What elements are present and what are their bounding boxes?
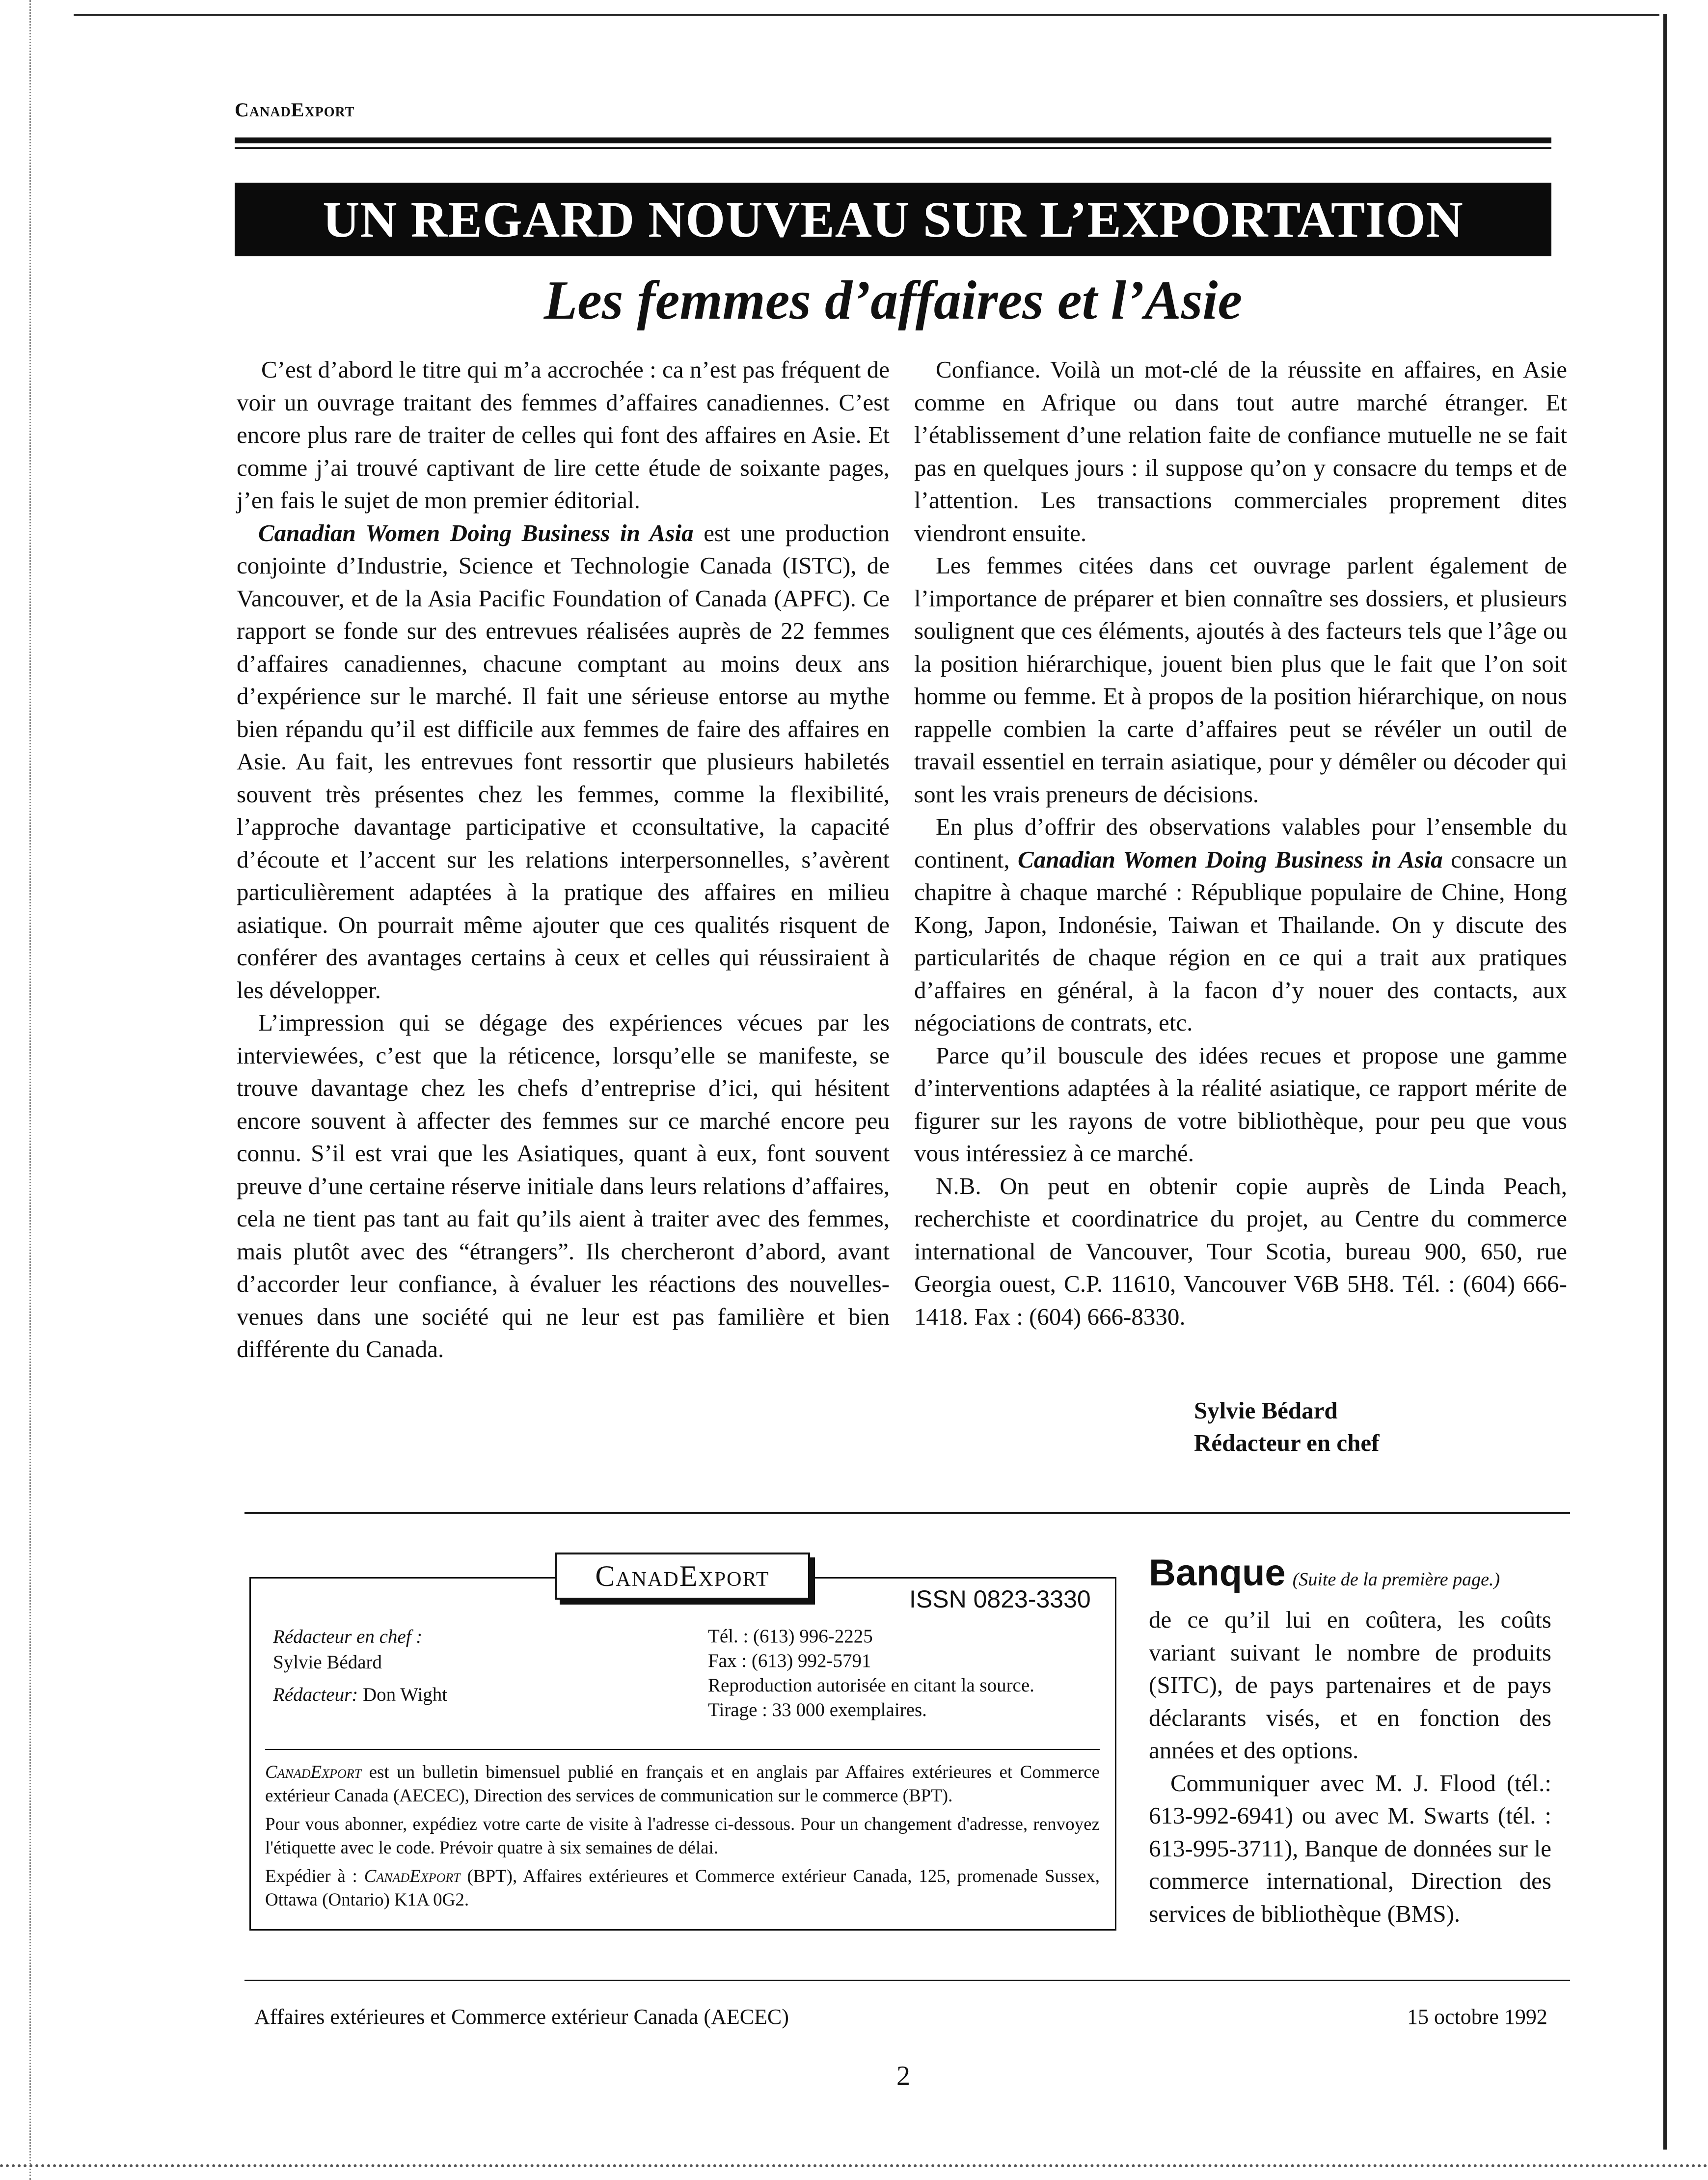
- banque-paragraph: Communiquer avec M. J. Flood (tél.: 613-992-6941) ou avec M. Swarts (tél. : 613-995-3711), Banque de données sur le commerce international, Direction des services de bibliothèque (BMS).: [1149, 1769, 1551, 1927]
- scan-edge-right: [1663, 14, 1667, 2150]
- footer-publisher: Affaires extérieures et Commerce extérieur Canada (AECEC): [254, 2005, 789, 2029]
- masthead-tel: Tél. : (613) 996-2225: [708, 1626, 873, 1647]
- masthead-info: [265, 1761, 1100, 1917]
- brand-name: CanadExport: [265, 1762, 362, 1782]
- article-paragraph: C’est d’abord le titre qui m’a accrochée : ca n’est pas fréquent de voir un ouvrage traitant des femmes d’affaires canadiennes. C’est encore plus rare de traiter de celles qui font des affaires en Asie. Et comme j’ai trouvé captivant de lire cette étude de soixante pages, j’en fais le sujet de mon premier éditorial.: [237, 356, 890, 514]
- masthead-editors: [273, 1624, 447, 1708]
- paragraph-text: est un bulletin bimensuel publié en français et en anglais par Affaires extérieures et Commerce extérieur Canada (AECEC), Direction des services de communication sur le commerce (BPT).: [265, 1762, 1100, 1806]
- masthead-tirage: Tirage : 33 000 exemplaires.: [708, 1699, 927, 1720]
- article-title: Les femmes d’affaires et l’Asie: [543, 270, 1243, 331]
- paragraph-text: Expédier à :: [265, 1866, 364, 1886]
- article-column-right: [914, 354, 1567, 1333]
- header-rule-thin: [235, 147, 1551, 149]
- editor-name: Don Wight: [363, 1684, 448, 1705]
- scan-edge-left: [29, 0, 31, 2180]
- masthead-paragraph: [265, 1865, 1100, 1912]
- editor-label: Rédacteur:: [273, 1684, 358, 1705]
- running-head: CanadExport: [235, 99, 355, 121]
- footer-date: 15 octobre 1992: [1407, 2005, 1547, 2029]
- article-paragraph: L’impression qui se dégage des expériences vécues par les interviewées, c’est que la réticence, lorsqu’elle se manifeste, se trouve davantage chez les chefs d’entreprise d’ici, qui hésitent encore souvent à affecter des femmes sur ce marché encore peu connu. S’il est vrai que les Asiatiques, quant à eux, font souvent preuve d’une certaine réserve initiale dans leurs relations d’affaires, cela ne tient pas tant au fait qu’ils aient à traiter avec des femmes, mais plutôt avec des “étrangers”. Ils chercheront d’abord, avant d’accorder leur confiance, à évaluer les réactions des nouvelles-venues dans une société qui ne leur est pas familière et bien différente du Canada.: [237, 1009, 890, 1362]
- signature-name: Sylvie Bédard: [1194, 1397, 1338, 1424]
- banner-title: UN REGARD NOUVEAU SUR L’EXPORTATION: [323, 191, 1464, 248]
- article-paragraph: Confiance. Voilà un mot-clé de la réussite en affaires, en Asie comme en Afrique ou dans tout autre marché étranger. Et l’établissement d’une relation faite de confiance mutuelle ne se fait pas en quelques jours : il suppose qu’on y consacre du temps et de l’attention. Les transactions commerciales proprement dites viendront ensuite.: [914, 356, 1567, 546]
- banque-paragraph: de ce qu’il lui en coûtera, les coûts variant suivant le nombre de produits (SITC), de pays partenaires et de pays déclarants visés, et en fonction des années et des options.: [1149, 1606, 1551, 1764]
- scan-edge-top: [74, 14, 1659, 16]
- section-divider: [244, 1512, 1570, 1514]
- article-paragraph: [914, 811, 1567, 1039]
- brand-name: CanadExport: [364, 1866, 461, 1886]
- masthead-paragraph: Pour vous abonner, expédiez votre carte de visite à l'adresse ci-dessous. Pour un changement d'adresse, renvoyez l'étiquette avec le code. Prévoir quatre à six semaines de délai.: [265, 1814, 1100, 1858]
- banque-title: Banque: [1149, 1552, 1286, 1594]
- header-rule-thick: [235, 137, 1551, 143]
- footer-divider: [244, 1980, 1570, 1981]
- banque-heading: [1149, 1552, 1500, 1594]
- masthead-contact: [708, 1624, 1034, 1722]
- masthead-paragraph: [265, 1761, 1100, 1808]
- signature-role: Rédacteur en chef: [1194, 1429, 1380, 1456]
- issn-number: ISSN 0823-3330: [909, 1585, 1091, 1613]
- canadexport-logo: CanadExport: [555, 1553, 810, 1600]
- article-paragraph: Les femmes citées dans cet ouvrage parlent également de l’importance de préparer et bien connaître ses dossiers, et plusieurs soulignent que ces éléments, ajoutés à des facteurs tels que l’âge ou la position hiérarchique, jouent bien plus que le fait que l’on soit homme ou femme. Et à propos de la position hiérarchique, on nous rappelle combien la carte d’affaires peut se révéler un outil de travail essentiel en terrain asiatique, pour y démêler ou décoder qui sont les vrais preneurs de décisions.: [914, 552, 1567, 808]
- report-title: Canadian Women Doing Business in Asia: [258, 519, 694, 546]
- editor-in-chief-name: Sylvie Bédard: [273, 1652, 382, 1673]
- paragraph-text: est une production conjointe d’Industrie, Science et Technologie Canada (ISTC), de Vancouver, et de la Asia Pacific Foundation of Canada (APFC). Ce rapport se fonde sur des entrevues réalisées auprès de 22 femmes d’affaires canadiennes, chacune comptant au moins deux ans d’expérience sur le marché. Il fait une sérieuse entorse au mythe bien répandu qu’il est difficile aux femmes de faire des affaires en Asie. Au fait, les entrevues font ressortir que plusieurs habiletés souvent très présentes chez les femmes, comme la flexibilité, l’approche davantage participative et cconsultative, la capacité d’écoute et l’accent sur les relations interpersonnelles, s’avèrent particulièrement adaptées à la pratique des affaires en milieu asiatique. On pourrait même ajouter que ces qualités risquent de conférer des avantages certains à ceux et celles qui réussiraient à les développer.: [237, 519, 890, 1004]
- paragraph-text: En plus d’offrir des observations valables pour l’ensemble du continent,: [914, 813, 1567, 873]
- masthead-fax: Fax : (613) 992-5791: [708, 1650, 871, 1671]
- article-column-left: [237, 354, 890, 1366]
- signature-block: [1194, 1394, 1379, 1459]
- masthead-reproduction: Reproduction autorisée en citant la source.: [708, 1675, 1034, 1696]
- article-paragraph: [237, 517, 890, 1007]
- scan-edge-bottom: [0, 2164, 1708, 2167]
- editor-in-chief-label: Rédacteur en chef :: [273, 1626, 423, 1647]
- report-title: Canadian Women Doing Business in Asia: [1018, 845, 1443, 873]
- masthead-divider: [265, 1749, 1100, 1750]
- editor-line: [273, 1682, 447, 1708]
- paragraph-text: consacre un chapitre à chaque marché : République populaire de Chine, Hong Kong, Japon, Indonésie, Taiwan et Thailande. On y discute des particularités de chaque région en ce qui a trait aux pratiques d’affaires en général, à la facon d’y nouer des contacts, aux négociations de contrats, etc.: [914, 845, 1567, 1036]
- paragraph-text: (BPT), Affaires extérieures et Commerce extérieur Canada, 125, promenade Sussex, Ottawa (Ontario) K1A 0G2.: [265, 1866, 1100, 1910]
- article-paragraph: N.B. On peut en obtenir copie auprès de Linda Peach, recherchiste et coordinatrice du projet, au Centre du commerce international de Vancouver, Tour Scotia, bureau 900, 650, rue Georgia ouest, C.P. 11610, Vancouver V6B 5H8. Tél. : (604) 666-1418. Fax : (604) 666-8330.: [914, 1172, 1567, 1330]
- page-number: 2: [896, 2061, 910, 2091]
- banque-continuation-note: (Suite de la première page.): [1292, 1569, 1500, 1590]
- banque-body: [1149, 1604, 1551, 1930]
- section-banner: [235, 183, 1551, 256]
- article-paragraph: Parce qu’il bouscule des idées recues et propose une gamme d’interventions adaptées à la réalité asiatique, ce rapport mérite de figurer sur les rayons de votre bibliothèque, pour peu que vous vous intéressiez à ce marché.: [914, 1041, 1567, 1167]
